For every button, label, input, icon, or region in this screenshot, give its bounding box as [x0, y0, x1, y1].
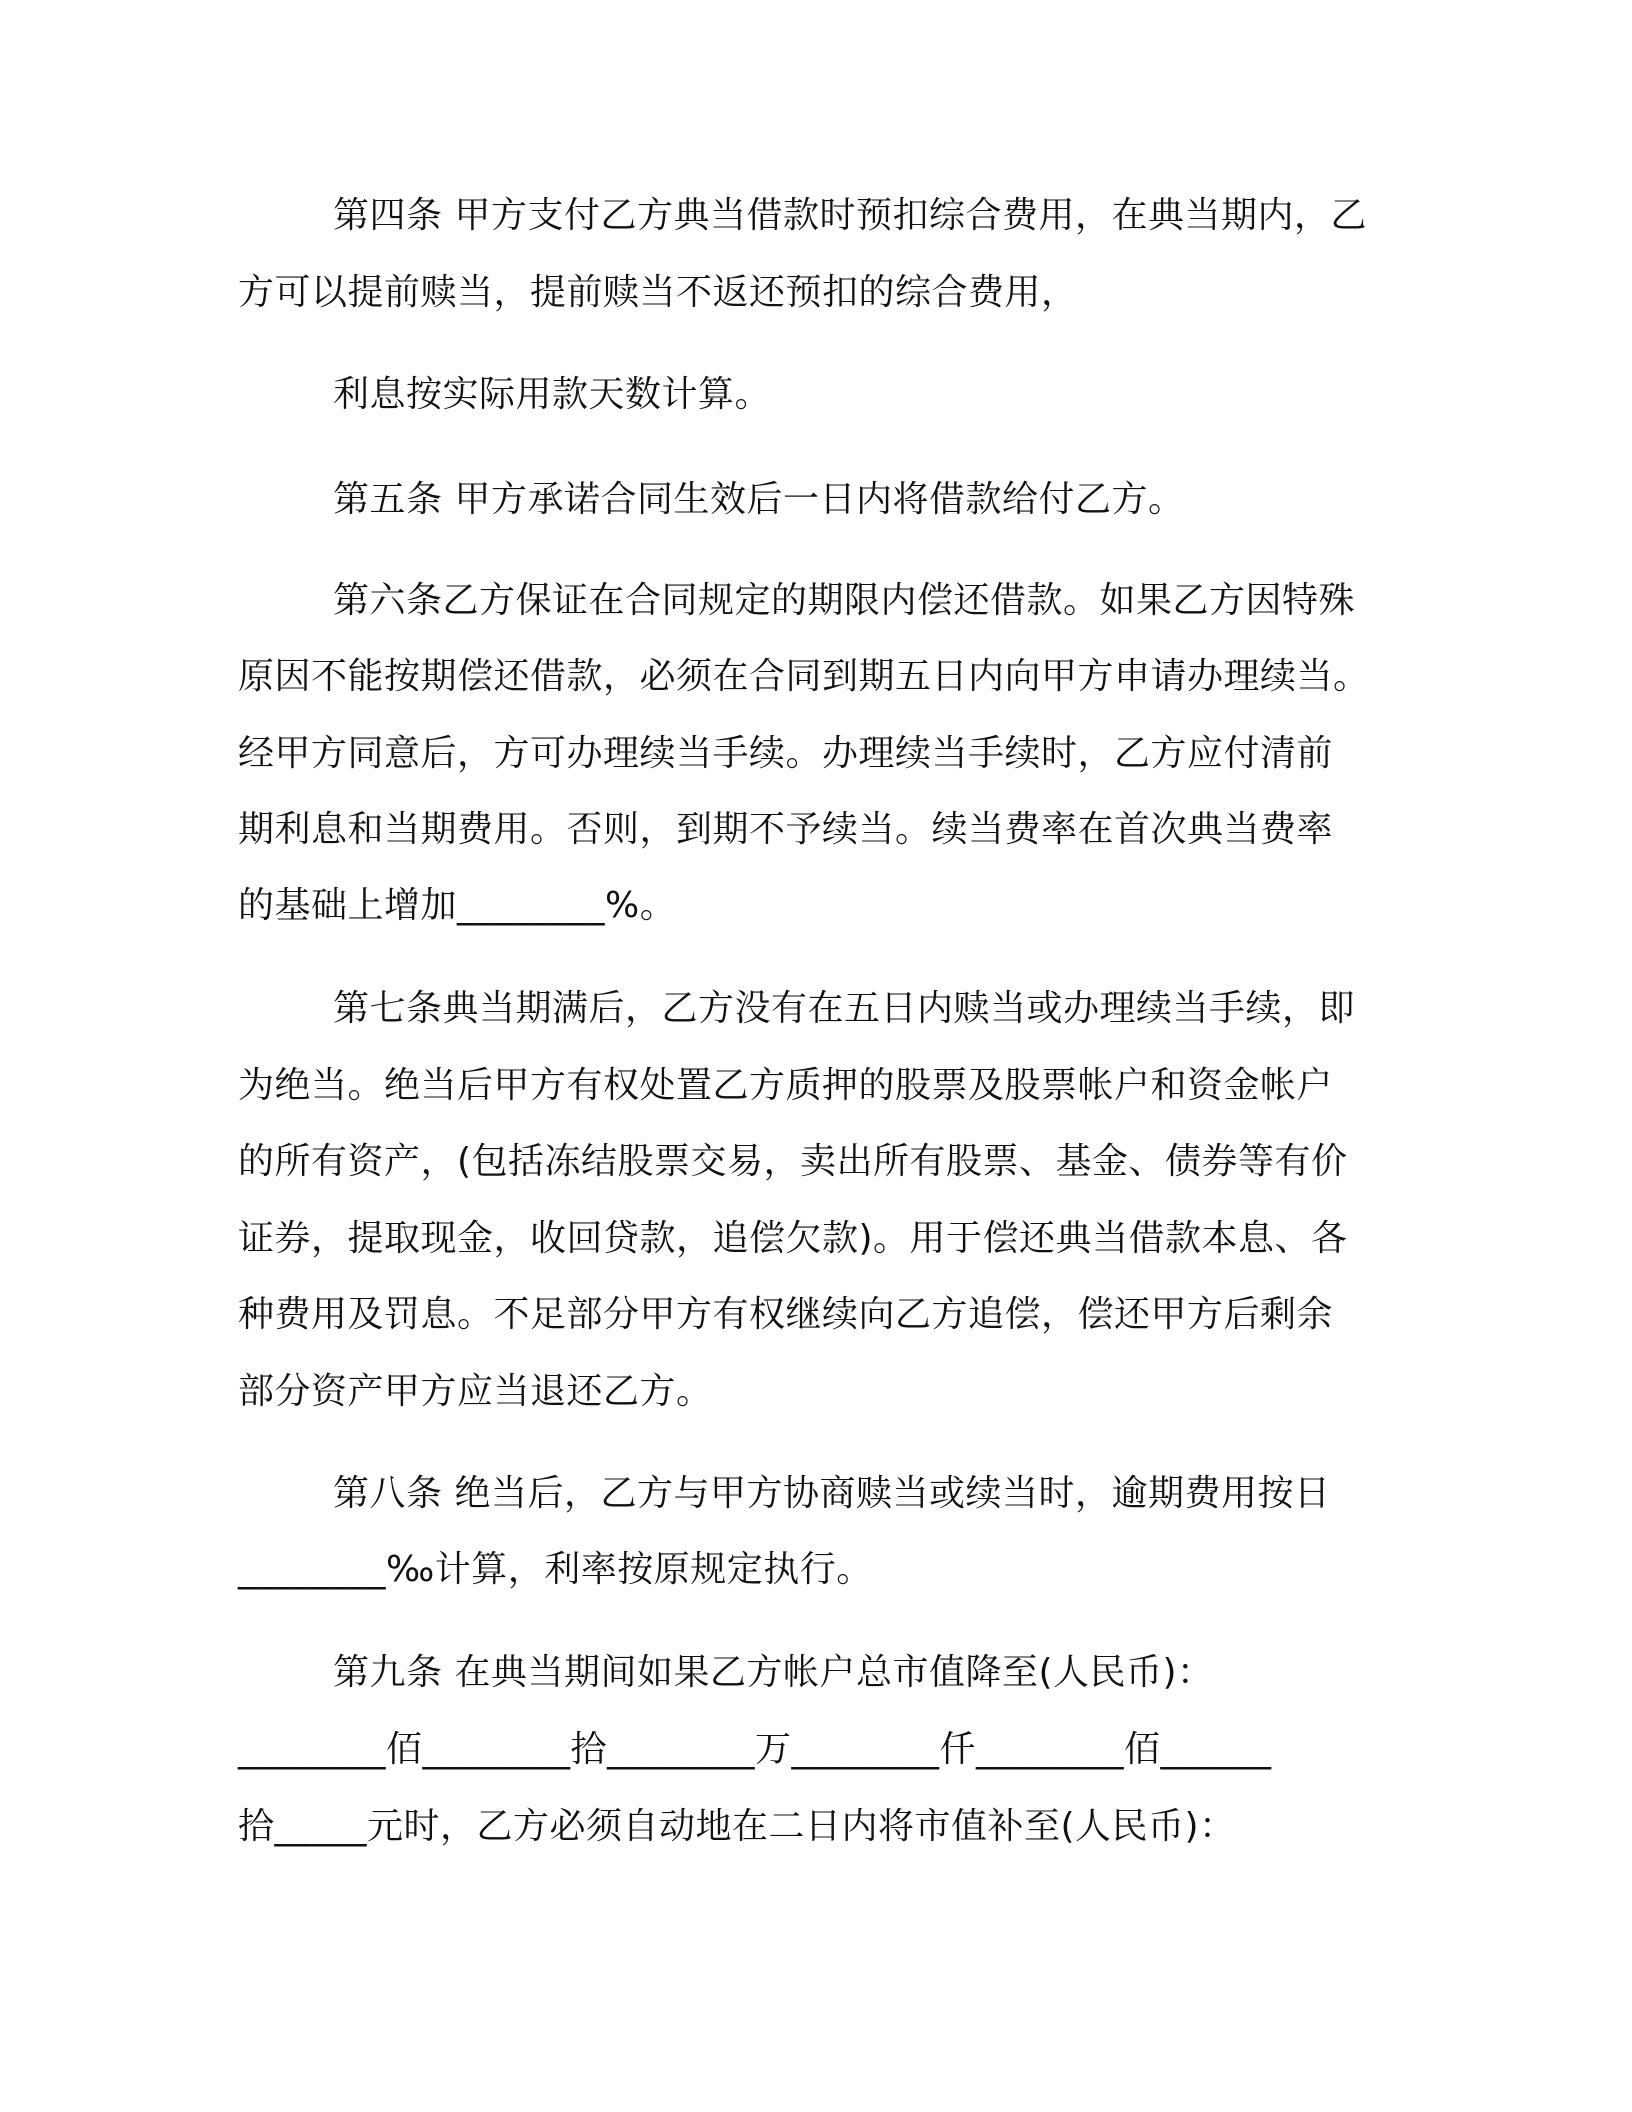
- article-9-line-1: 第九条 在典当期间如果乙方帐户总市值降至(人民币)：: [333, 1652, 1214, 1693]
- article-7-line-5: 种费用及罚息。不足部分甲方有权继续向乙方追偿，偿还甲方后剩余: [238, 1294, 1334, 1335]
- article-6-line-3: 经甲方同意后，方可办理续当手续。办理续当手续时，乙方应付清前: [238, 733, 1334, 774]
- article-8-line-2: ________‰计算，利率按原规定执行。: [238, 1549, 873, 1590]
- article-7-line-3: 的所有资产，(包括冻结股票交易，卖出所有股票、基金、债券等有价: [238, 1141, 1348, 1182]
- article-5-line-1: 第五条 甲方承诺合同生效后一日内将借款给付乙方。: [333, 479, 1185, 520]
- article-4-line-3: 利息按实际用款天数计算。: [333, 374, 772, 415]
- article-4-line-2: 方可以提前赎当，提前赎当不返还预扣的综合费用，: [238, 272, 1078, 313]
- article-6-line-4: 期利息和当期费用。否则，到期不予续当。续当费率在首次典当费率: [238, 809, 1334, 850]
- article-8-line-1: 第八条 绝当后，乙方与甲方协商赎当或续当时，逾期费用按日: [333, 1473, 1331, 1514]
- article-7-line-1: 第七条典当期满后，乙方没有在五日内赎当或办理续当手续，即: [333, 988, 1356, 1029]
- article-9-line-2: ________佰________拾________万________仟________佰______: [238, 1729, 1272, 1770]
- article-7-line-6: 部分资产甲方应当退还乙方。: [238, 1371, 713, 1412]
- article-7-line-2: 为绝当。绝当后甲方有权处置乙方质押的股票及股票帐户和资金帐户: [238, 1065, 1334, 1106]
- article-7-line-4: 证券，提取现金，收回贷款，追偿欠款)。用于偿还典当借款本息、各: [238, 1218, 1348, 1259]
- article-9-line-3: 拾_____元时，乙方必须自动地在二日内将市值补至(人民币)：: [238, 1806, 1236, 1847]
- article-6-line-5: 的基础上增加________%。: [238, 885, 677, 926]
- article-6-line-1: 第六条乙方保证在合同规定的期限内偿还借款。如果乙方因特殊: [333, 580, 1356, 621]
- article-6-line-2: 原因不能按期偿还借款，必须在合同到期五日内向甲方申请办理续当。: [238, 656, 1370, 697]
- article-4-line-1: 第四条 甲方支付乙方典当借款时预扣综合费用，在典当期内，乙: [333, 195, 1367, 236]
